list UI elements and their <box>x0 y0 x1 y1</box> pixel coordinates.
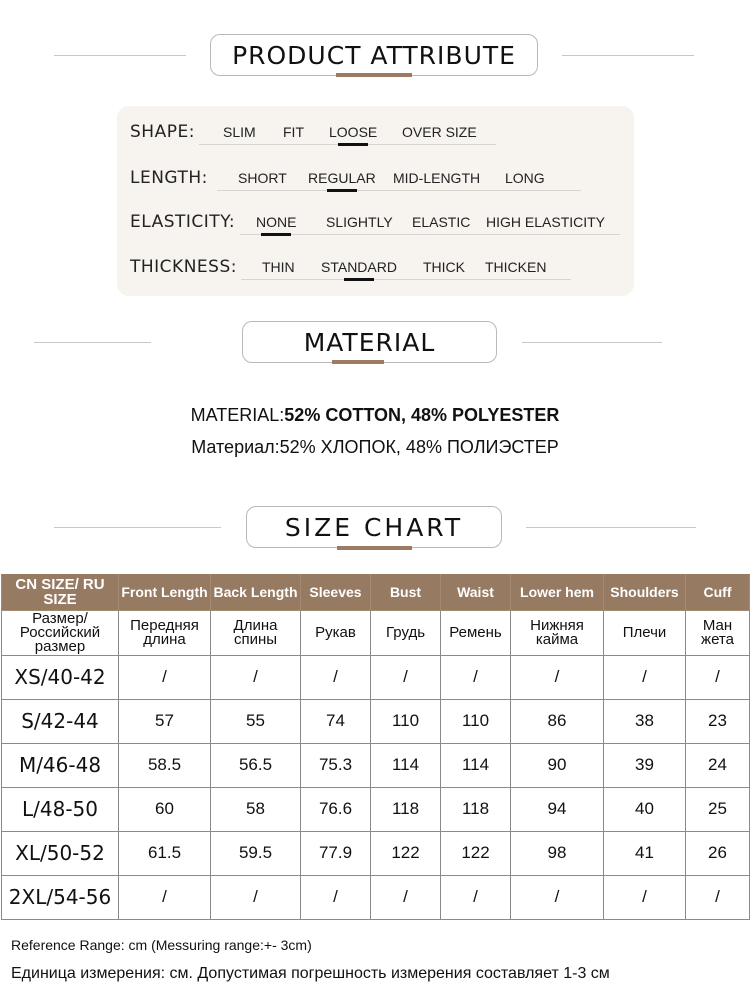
table-row <box>2 831 750 875</box>
table-cell: 60 <box>119 787 211 831</box>
col-header-back-length: Back Length <box>211 574 301 610</box>
table-cell: 74 <box>301 699 371 743</box>
attr-row-thickness <box>117 251 634 281</box>
divider-left <box>54 55 186 56</box>
material-ru <box>0 437 750 458</box>
attr-underline <box>217 190 581 191</box>
attr-row-elasticity <box>117 206 634 236</box>
table-cell: / <box>119 875 211 919</box>
table-cell: / <box>301 655 371 699</box>
size-chart-table <box>1 574 750 920</box>
table-cell: 94 <box>511 787 604 831</box>
material-ru-value: 52% ХЛОПОК, 48% ПОЛИЭСТЕР <box>279 437 559 457</box>
table-row <box>2 787 750 831</box>
col-header-ru: Длина спины <box>211 610 301 655</box>
table-cell: 110 <box>441 699 511 743</box>
table-cell: / <box>301 875 371 919</box>
col-header-ru: Передняя длина <box>119 610 211 655</box>
col-header-ru: Рукав <box>301 610 371 655</box>
attr-option: FIT <box>283 124 304 140</box>
col-header-cuff: Cuff <box>686 574 750 610</box>
col-header-ru: Нижняя кайма <box>511 610 604 655</box>
section-title-pill <box>242 321 497 363</box>
attr-label: SHAPE: <box>130 122 195 142</box>
table-cell: 75.3 <box>301 743 371 787</box>
divider-right <box>526 527 696 528</box>
table-cell: / <box>441 875 511 919</box>
section-title: PRODUCT ATTRIBUTE <box>232 40 516 70</box>
table-cell: / <box>441 655 511 699</box>
title-accent-bar <box>336 73 412 77</box>
table-cell: 58.5 <box>119 743 211 787</box>
attr-option: THICKEN <box>485 259 547 275</box>
col-header-ru: Ман жета <box>686 610 750 655</box>
table-row <box>2 743 750 787</box>
divider-right <box>562 55 694 56</box>
reference-note-en: Reference Range: cm (Messuring range:+- 3cm) <box>11 937 312 953</box>
col-header-ru: Ремень <box>441 610 511 655</box>
col-header-waist: Waist <box>441 574 511 610</box>
table-cell: / <box>371 655 441 699</box>
table-row <box>2 699 750 743</box>
attr-label: THICKNESS: <box>130 257 237 277</box>
table-cell: 118 <box>441 787 511 831</box>
divider-left <box>34 342 151 343</box>
title-accent-bar <box>332 360 384 364</box>
table-cell: 57 <box>119 699 211 743</box>
attr-row-length <box>117 162 634 192</box>
table-cell: / <box>211 655 301 699</box>
attr-option: THICK <box>423 259 465 275</box>
attr-option: THIN <box>262 259 295 275</box>
table-cell: 77.9 <box>301 831 371 875</box>
attr-option: HIGH ELASTICITY <box>486 214 606 230</box>
attr-underline <box>241 279 571 280</box>
table-cell: 98 <box>511 831 604 875</box>
attr-option-selected: REGULAR <box>308 170 376 186</box>
table-cell: / <box>686 875 750 919</box>
material-en-value: 52% COTTON, 48% POLYESTER <box>284 405 560 425</box>
attr-option: LONG <box>505 170 545 186</box>
product-attribute-header <box>0 34 750 94</box>
table-cell: 76.6 <box>301 787 371 831</box>
table-cell: / <box>686 655 750 699</box>
attr-row-shape <box>117 116 634 146</box>
table-cell: 23 <box>686 699 750 743</box>
attr-option-selected: LOOSE <box>329 124 378 140</box>
table-row <box>2 655 750 699</box>
table-cell: 58 <box>211 787 301 831</box>
material-header <box>0 321 750 381</box>
table-cell: 26 <box>686 831 750 875</box>
table-cell: 110 <box>371 699 441 743</box>
table-cell: / <box>371 875 441 919</box>
reference-note-ru: Единица измерения: см. Допустимая погрешность измерения составляет 1-3 см <box>11 965 610 982</box>
material-en <box>0 405 750 426</box>
attr-option: OVER SIZE <box>402 124 477 140</box>
table-cell: 114 <box>441 743 511 787</box>
size-cell: 2XL/54-56 <box>2 875 119 919</box>
table-cell: / <box>119 655 211 699</box>
material-en-label: MATERIAL: <box>190 405 285 425</box>
size-cell: L/48-50 <box>2 787 119 831</box>
attr-option: SHORT <box>238 170 287 186</box>
table-cell: 55 <box>211 699 301 743</box>
table-cell: / <box>211 875 301 919</box>
table-cell: 122 <box>371 831 441 875</box>
header-row-en <box>2 574 750 610</box>
attr-option-selected: STANDARD <box>321 259 397 275</box>
section-title-pill <box>246 506 502 548</box>
attr-underline <box>240 234 620 235</box>
col-header-sleeves: Sleeves <box>301 574 371 610</box>
divider-right <box>522 342 662 343</box>
attr-option: MID-LENGTH <box>393 170 481 186</box>
title-accent-bar <box>337 546 412 550</box>
divider-left <box>54 527 221 528</box>
size-chart-header <box>0 506 750 566</box>
section-title: SIZE CHART <box>284 512 464 542</box>
size-cell: XS/40-42 <box>2 655 119 699</box>
table-cell: 61.5 <box>119 831 211 875</box>
table-cell: / <box>604 875 686 919</box>
table-row <box>2 875 750 919</box>
col-header-ru: Грудь <box>371 610 441 655</box>
attr-option: SLIGHTLY <box>326 214 393 230</box>
attribute-panel <box>117 106 634 296</box>
col-header-front-length: Front Length <box>119 574 211 610</box>
table-cell: / <box>511 655 604 699</box>
table-cell: 25 <box>686 787 750 831</box>
size-cell: S/42-44 <box>2 699 119 743</box>
col-header-bust: Bust <box>371 574 441 610</box>
col-header-ru: Размер/ Российский размер <box>2 610 119 655</box>
table-cell: 40 <box>604 787 686 831</box>
table-cell: 122 <box>441 831 511 875</box>
table-cell: 86 <box>511 699 604 743</box>
table-cell: 38 <box>604 699 686 743</box>
table-cell: 114 <box>371 743 441 787</box>
table-cell: 41 <box>604 831 686 875</box>
table-cell: 118 <box>371 787 441 831</box>
size-cell: M/46-48 <box>2 743 119 787</box>
material-ru-label: Материал: <box>191 437 280 457</box>
table-cell: 90 <box>511 743 604 787</box>
attr-option: SLIM <box>223 124 256 140</box>
col-header-ru: Плечи <box>604 610 686 655</box>
table-cell: 39 <box>604 743 686 787</box>
attr-option: ELASTIC <box>412 214 471 230</box>
table-cell: / <box>604 655 686 699</box>
attr-label: ELASTICITY: <box>130 212 236 232</box>
col-header-size: CN SIZE/ RU SIZE <box>2 574 119 610</box>
table-cell: / <box>511 875 604 919</box>
size-cell: XL/50-52 <box>2 831 119 875</box>
col-header-shoulders: Shoulders <box>604 574 686 610</box>
header-row-ru <box>2 610 750 655</box>
table-cell: 56.5 <box>211 743 301 787</box>
section-title-pill <box>210 34 538 76</box>
attr-option-selected: NONE <box>256 214 297 230</box>
section-title: MATERIAL <box>303 327 436 357</box>
col-header-lower-hem: Lower hem <box>511 574 604 610</box>
table-cell: 24 <box>686 743 750 787</box>
attr-label: LENGTH: <box>130 168 208 188</box>
table-cell: 59.5 <box>211 831 301 875</box>
